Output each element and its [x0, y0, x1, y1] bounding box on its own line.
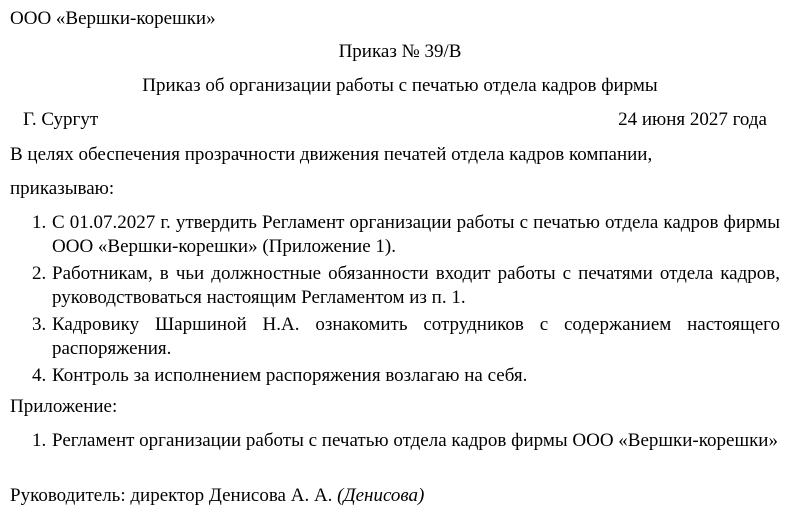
head-label: Руководитель: директор Денисова А. А.: [10, 485, 333, 506]
annex-list: [10, 429, 780, 453]
order-item-text: Работникам, в чьи должностные обязанности входит работы с печатями отдела кадров, руководствоваться настоящим Регламентом из п. 1.: [52, 263, 780, 308]
order-item: [10, 364, 780, 388]
annex-item-text: Регламент организации работы с печатью отдела кадров фирмы ООО «Вершки-корешки»: [52, 430, 778, 451]
order-item: [10, 313, 780, 361]
order-date: 24 июня 2027 года: [618, 109, 767, 130]
order-item-number: 2.: [32, 263, 47, 284]
order-number: Приказ № 39/В: [338, 41, 462, 62]
order-title: Приказ об организации работы с печатью отдела кадров фирмы: [142, 75, 658, 96]
order-items-list: [10, 211, 780, 391]
order-item-text: С 01.07.2027 г. утвердить Регламент организации работы с печатью отдела кадров фирмы ООО «Вершки-корешки» (Приложение 1).: [52, 212, 780, 257]
annex-item: [10, 429, 780, 453]
order-item-number: 3.: [32, 314, 47, 335]
signature: (Денисова): [337, 485, 425, 506]
order-item-text: Кадровику Шаршиной Н.А. ознакомить сотрудников с содержанием настоящего распоряжения.: [52, 314, 780, 359]
order-item: [10, 211, 780, 259]
order-item-number: 4.: [32, 365, 47, 386]
organization-name: ООО «Вершки-корешки»: [10, 8, 216, 29]
order-item: [10, 262, 780, 310]
annex-label: Приложение:: [10, 396, 118, 417]
head-line: [10, 484, 424, 508]
purpose-text: В целях обеспечения прозрачности движения печатей отдела кадров компании,: [10, 144, 653, 165]
annex-item-number: 1.: [32, 430, 47, 451]
city: Г. Сургут: [23, 109, 99, 130]
order-item-text: Контроль за исполнением распоряжения возлагаю на себя.: [52, 365, 528, 386]
order-word: приказываю:: [10, 178, 115, 199]
order-item-number: 1.: [32, 212, 47, 233]
